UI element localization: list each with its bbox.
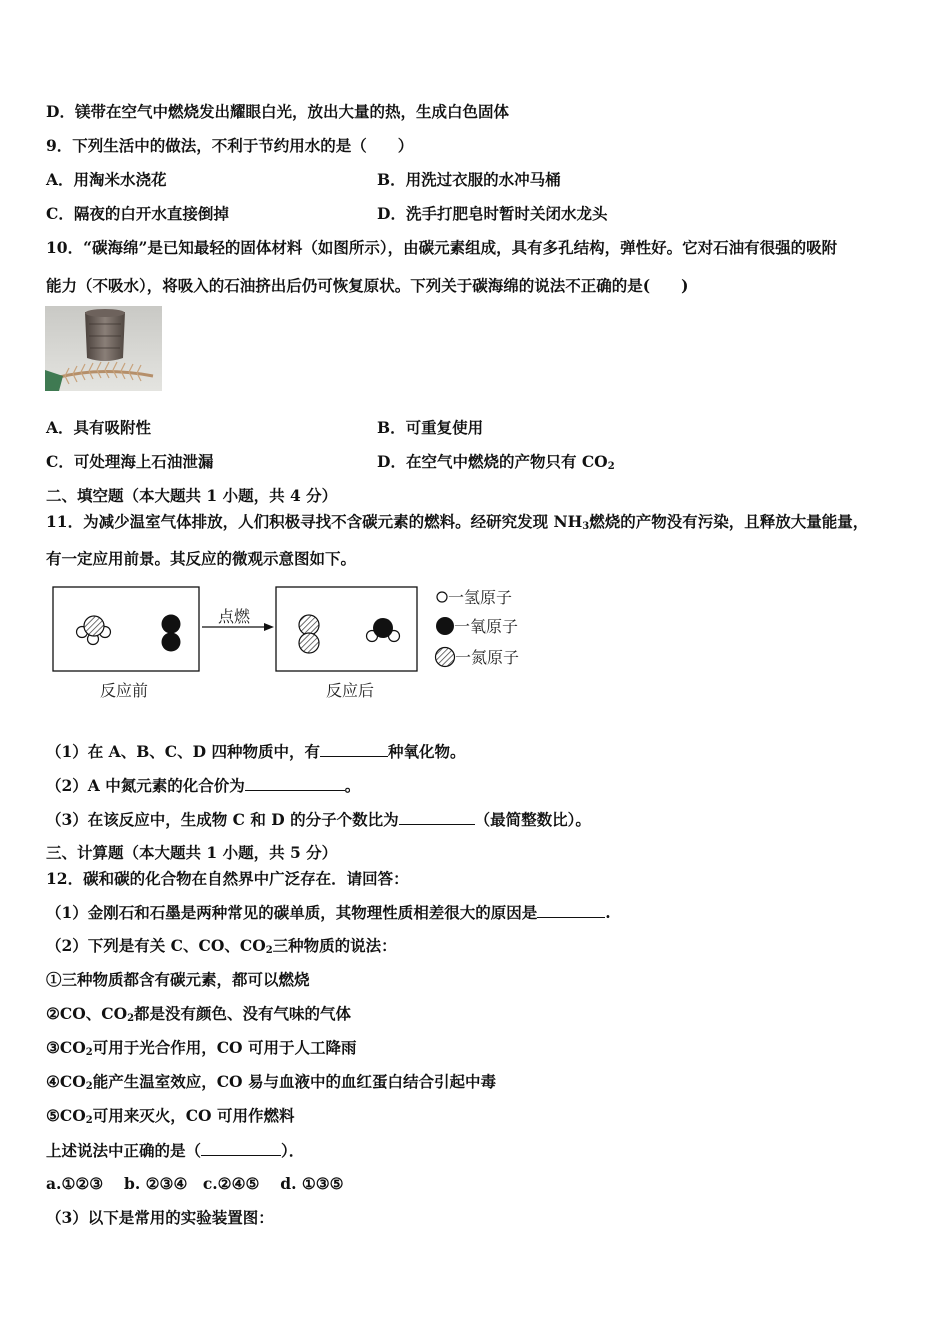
oxygen-molecule [162, 615, 181, 652]
answer-blank[interactable] [399, 809, 475, 825]
q9-option-c: C．隔夜的白开水直接倒掉 [46, 204, 229, 223]
answer-blank[interactable] [201, 1140, 281, 1156]
legend [436, 588, 520, 667]
answer-blank[interactable] [320, 741, 388, 757]
q12-choices: a.①②③ b. ②③④ c.②④⑤ d. ①③⑤ [46, 1174, 344, 1193]
after-label: 反应后 [326, 681, 375, 700]
q10-option-d: D．在空气中燃烧的产物只有 $CO_2$ [377, 452, 615, 472]
q9-option-a: A．用淘米水浇花 [46, 170, 167, 189]
q11-stem-line2: 有一定应用前景。其反应的微观示意图如下。 [46, 549, 357, 568]
q12-statement-5: $⑤CO_2$可用来灭火，CO 可用作燃料 [46, 1106, 295, 1126]
q12-question: 上述说法中正确的是（ ）． [46, 1141, 305, 1160]
q12-statement-2: ②CO、$CO_2$都是没有颜色、没有气味的气体 [46, 1004, 352, 1024]
water-molecule [367, 618, 400, 642]
after-box [276, 587, 417, 671]
q10-stem-line1: 10．“碳海绵”是已知最轻的固体材料（如图所示），由碳元素组成，具有多孔结构，弹性好。它对石油有很强的吸附 [46, 238, 838, 257]
before-label: 反应前 [100, 681, 149, 700]
q10-option-b: B．可重复使用 [377, 418, 484, 437]
q11-sub1: （1）在 A、B、C、D 四种物质中，有 种氧化物。 [46, 742, 466, 761]
q11-stem-line1: 11．为减少温室气体排放，人们积极寻找不含碳元素的燃料。经研究发现 $NH_3$燃烧的产物没有污染，且释放大量能量， [46, 512, 869, 532]
nitrogen-molecule [299, 615, 319, 653]
q12-sub2: （2）下列是有关 C、CO、$CO_2$三种物质的说法： [46, 936, 397, 956]
legend-oxygen: 一氧原子 [454, 617, 519, 636]
q11-sub3: （3）在该反应中，生成物 C 和 D 的分子个数比为 （最简整数比）。 [46, 810, 591, 829]
q10-option-c: C．可处理海上石油泄漏 [46, 452, 214, 471]
legend-nitrogen: 一氮原子 [455, 648, 520, 667]
q12-statement-3: $③CO_2$可用于光合作用，CO 可用于人工降雨 [46, 1038, 357, 1058]
legend-hydrogen: 一氢原子 [448, 588, 513, 607]
arrow-label: 点燃 [218, 607, 251, 626]
reaction-micro-diagram [48, 584, 548, 704]
q11-sub2: （2）A 中氮元素的化合价为 。 [46, 776, 361, 795]
q9-option-d: D．洗手打肥皂时暂时关闭水龙头 [377, 204, 608, 223]
q10-option-a: A．具有吸附性 [46, 418, 152, 437]
answer-blank[interactable] [245, 775, 345, 791]
q8-option-d: D．镁带在空气中燃烧发出耀眼白光，放出大量的热，生成白色固体 [46, 102, 509, 121]
q12-sub3: （3）以下是常用的实验装置图： [46, 1208, 274, 1227]
q12-statement-4: $④CO_2$能产生温室效应，CO 易与血液中的血红蛋白结合引起中毒 [46, 1072, 496, 1092]
q9-option-b: B．用洗过衣服的水冲马桶 [377, 170, 561, 189]
q12-stem: 12．碳和碳的化合物在自然界中广泛存在．请回答： [46, 869, 409, 888]
section2-heading: 二、填空题（本大题共 1 小题，共 4 分） [46, 486, 338, 505]
ammonia-molecule [77, 616, 111, 645]
q9-stem: 9．下列生活中的做法，不利于节约用水的是（ ） [46, 136, 414, 155]
carbon-sponge-photo [45, 306, 162, 391]
answer-blank[interactable] [537, 902, 605, 918]
q12-statement-1: ①三种物质都含有碳元素，都可以燃烧 [46, 970, 310, 989]
section3-heading: 三、计算题（本大题共 1 小题，共 5 分） [46, 843, 338, 862]
q12-sub1: （1）金刚石和石墨是两种常见的碳单质，其物理性质相差很大的原因是 . [46, 903, 611, 922]
q10-stem-line2: 能力（不吸水），将吸入的石油挤出后仍可恢复原状。下列关于碳海绵的说法不正确的是( ) [46, 276, 689, 295]
